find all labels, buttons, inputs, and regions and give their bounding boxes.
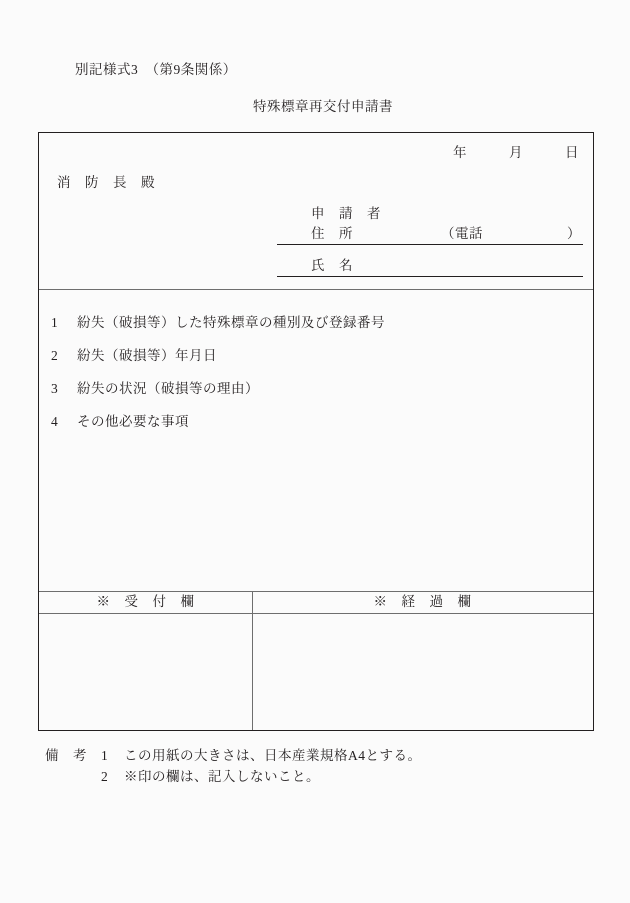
form-item-4 bbox=[51, 410, 189, 430]
application-form-frame bbox=[38, 132, 594, 731]
form-header-section bbox=[39, 133, 593, 289]
remarks-section bbox=[45, 745, 422, 787]
required-items-section bbox=[39, 289, 593, 591]
addressee-label: 消 防 長 殿 bbox=[57, 175, 155, 190]
address-label: 住 所 bbox=[311, 226, 353, 241]
reception-column-header: ※ 受 付 欄 bbox=[96, 594, 195, 609]
item-number: 2 bbox=[51, 348, 59, 363]
official-use-table bbox=[39, 591, 593, 730]
form-code-label: 別記様式3 （第9条関係） bbox=[75, 62, 237, 77]
item-number: 3 bbox=[51, 381, 59, 396]
applicant-address-row bbox=[277, 224, 583, 245]
remarks-number: 1 bbox=[101, 748, 109, 763]
form-item-2 bbox=[51, 344, 217, 364]
item-text: 紛失の状況（破損等の理由） bbox=[77, 381, 259, 396]
item-number: 4 bbox=[51, 414, 59, 429]
item-text: 紛失（破損等）した特殊標章の種別及び登録番号 bbox=[77, 315, 385, 330]
remarks-text: この用紙の大きさは、日本産業規格A4とする。 bbox=[124, 748, 422, 763]
remarks-text: ※印の欄は、記入しないこと。 bbox=[124, 769, 320, 784]
document-title: 特殊標章再交付申請書 bbox=[253, 99, 393, 114]
applicant-block bbox=[277, 203, 581, 277]
form-item-1 bbox=[51, 311, 385, 331]
item-text: 紛失（破損等）年月日 bbox=[77, 348, 217, 363]
remarks-label: 備 考 bbox=[45, 748, 87, 763]
remarks-note-2 bbox=[45, 766, 422, 787]
name-label: 氏 名 bbox=[311, 258, 353, 273]
item-text: その他必要な事項 bbox=[77, 414, 189, 429]
applicant-name-row bbox=[277, 256, 583, 277]
date-line: 年 月 日 bbox=[453, 145, 579, 160]
item-number: 1 bbox=[51, 315, 59, 330]
remarks-note-1 bbox=[45, 745, 422, 766]
phone-label: （電話 ） bbox=[441, 226, 581, 241]
form-item-3 bbox=[51, 377, 259, 397]
remarks-number: 2 bbox=[101, 769, 109, 784]
applicant-title: 申 請 者 bbox=[311, 206, 381, 221]
progress-column-header: ※ 経 過 欄 bbox=[373, 594, 472, 609]
